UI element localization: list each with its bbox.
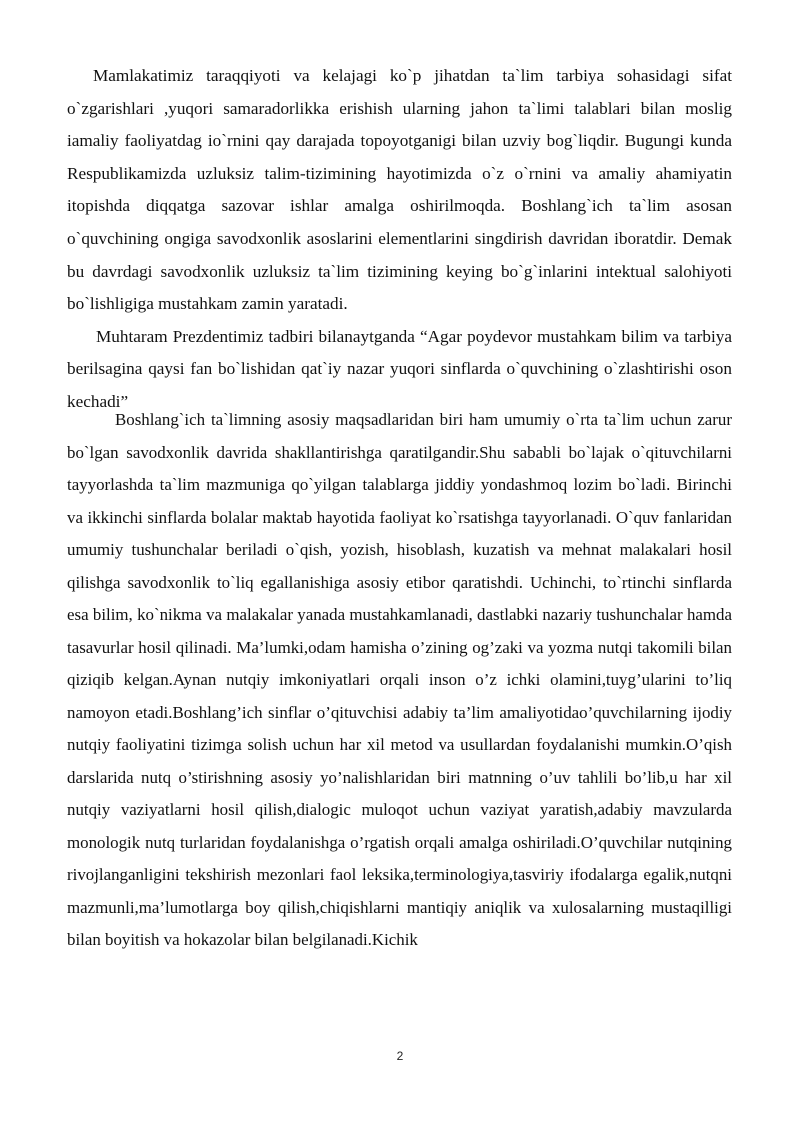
paragraph-intro: Mamlakatimiz taraqqiyoti va kelajagi ko`p jihatdan ta`lim tarbiya sohasidagi sifat o`zgarishlari ,yuqori samaradorlikka erishish ularning jahon ta`limi talablari bilan moslig iamaliy faoliyatdag io`rnini qay darajada topoyotganigi bilan uzviy bog`liqdir. Bugungi kunda Respublikamizda uzluksiz talim-tizimining hayotimizda o`z o`rnini va amaliy ahamiyatin itopishda diqqatga sazovar ishlar amalga oshirilmoqda. Boshlang`ich ta`lim asosan o`quvchining ongiga savodxonlik asoslarini elementlarini singdirish davridan iboratdir. Demak bu davrdagi savodxonlik uzluksiz ta`lim tizimining keying bo`g`inlarini intektual salohiyoti bo`lishligiga mustahkam zamin yaratadi. <box>67 66 732 314</box>
paragraph-quote: Muhtaram Prezdentimiz tadbiri bilanaytganda “Agar poydevor mustahkam bilim va tarbiya berilsagina qaysi fan bo`lishidan qat`iy nazar yuqori sinflarda o`quvchining o`zlashtirishi oson kechadi” <box>67 326 732 411</box>
page-number: 2 <box>396 1049 404 1063</box>
paragraph-main: Boshlang`ich ta`limning asosiy maqsadlaridan biri ham umumiy o`rta ta`lim uchun zarur bo`lgan savodxonlik davrida shakllantirishga qaratilgandir.Shu sababli bo`lajak o`qituvchilarni tayyorlashda ta`lim mazmuniga qo`yilgan talablarga jiddiy yondashmoq lozim bo`ladi. Birinchi va ikkinchi sinflarda bolalar maktab hayotida faoliyat ko`rsatishga tayyorlanadi. O`quv fanlaridan umumiy tushunchalar beriladi o`qish, yozish, hisoblash, kuzatish va mehnat malakalari hosil qilishga savodxonlik to`liq egallanishiga asosiy etibor qaratishdi. Uchinchi, to`rtinchi sinflarda esa bilim, ko`nikma va malakalar yanada mustahkamlanadi, dastlabki nazariy tushunchalar hamda tasavurlar hosil qilinadi. Ma’lumki,odam hamisha o’zining og’zaki va yozma nutqi takomili bilan qiziqib kelgan.Aynan nutqiy imkoniyatlari orqali inson o’z ichki olamini,tuyg’ularini to’liq namoyon etadi.Boshlang’ich sinflar o’qituvchisi adabiy ta’lim amaliyotidao’quvchilarning ijodiy nutqiy faoliyatini tizimga solish uchun har xil metod va usullardan foydalanishi mumkin.O’qish darslarida nutq o’stirishning asosiy yo’nalishlaridan biri matnning o’uv tahlili bo’lib,u har xil nutqiy vaziyatlarni hosil qilish,dialogic muloqot uchun vaziyat yaratish,adabiy mavzularda monologik nutq turlaridan foydalanishga o’rgatish orqali amalga oshiriladi.O’quvchilar nutqining rivojlanganligini tekshirish mezonlari faol leksika,terminologiya,tasviriy ifodalarga egalik,nutqni mazmunli,ma’lumotlarga boy qilish,chiqishlarni mantiqiy aniqlik va xulosalarning mustaqilligi bilan boyitish va hokazolar bilan belgilanadi.Kichik <box>67 410 732 949</box>
main-section <box>67 404 732 957</box>
intro-section <box>67 60 732 419</box>
